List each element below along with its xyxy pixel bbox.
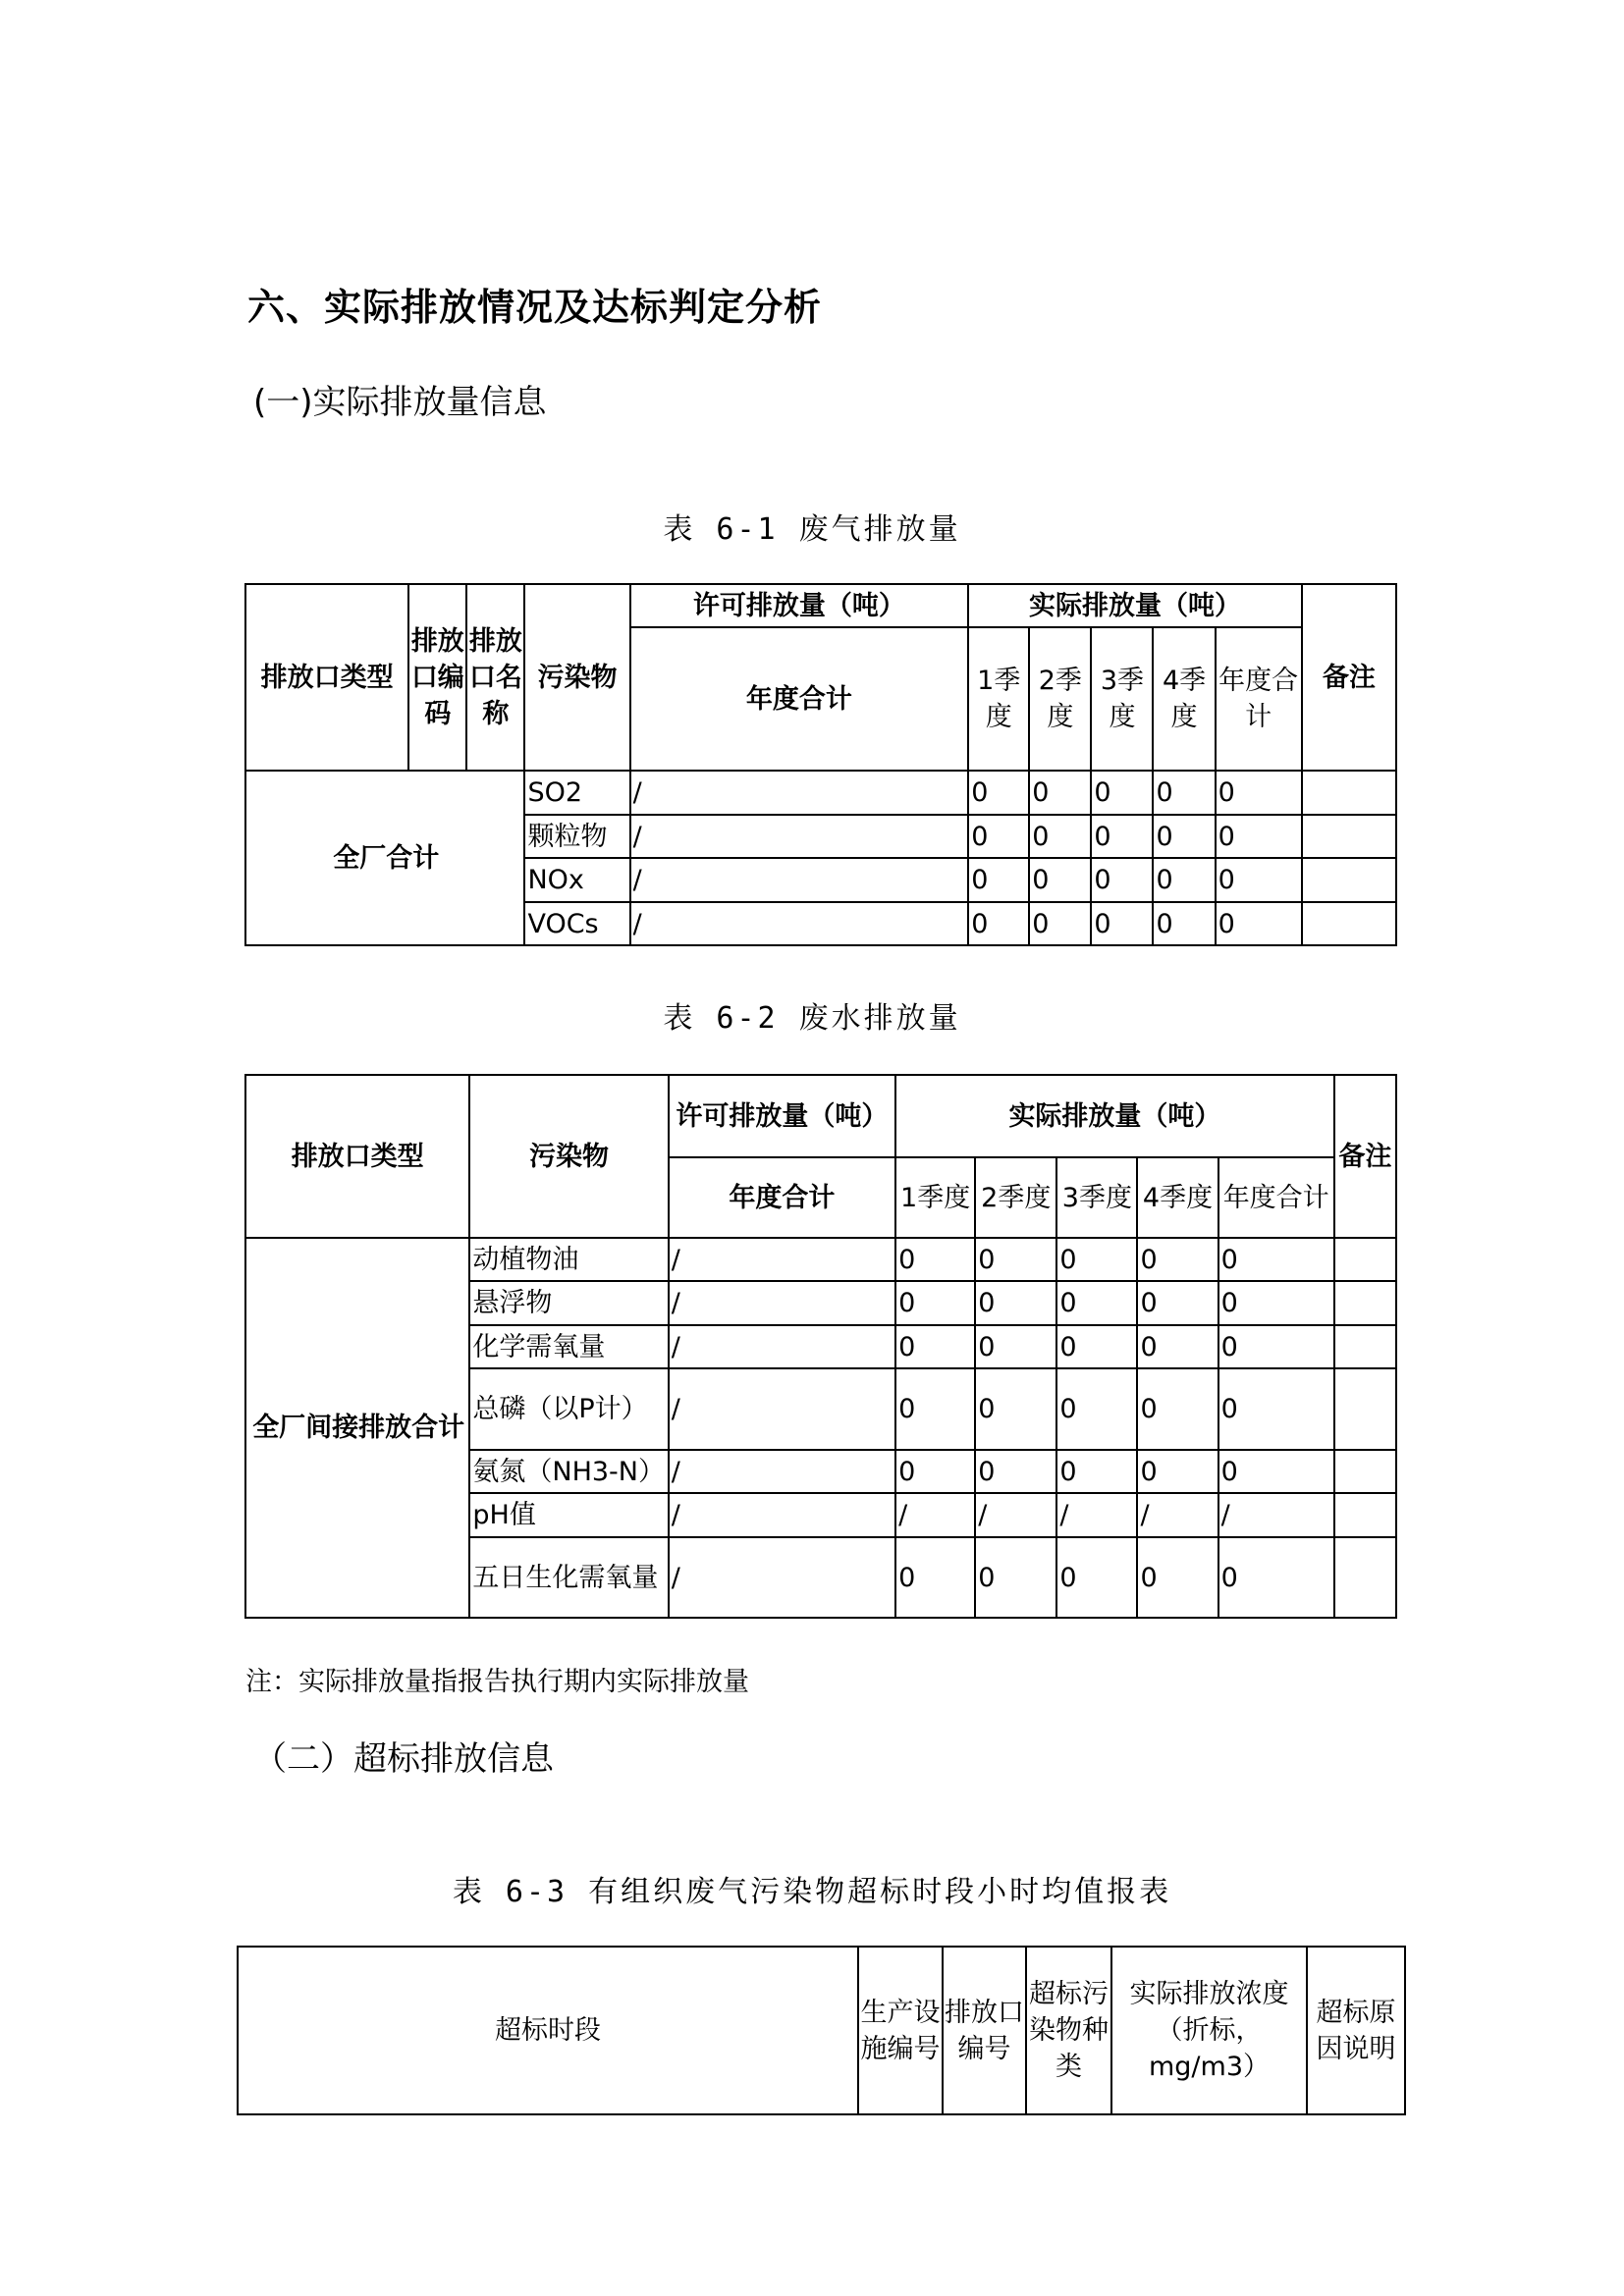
table-cell: 0 (1153, 815, 1215, 858)
table-cell: 五日生化需氧量 (469, 1537, 668, 1618)
t2-group-total: 全厂间接排放合计 (245, 1238, 469, 1618)
table-cell: 0 (1091, 815, 1153, 858)
table-cell: 0 (975, 1238, 1056, 1281)
table-cell: 0 (1218, 1325, 1334, 1368)
table-cell: NOx (524, 858, 629, 902)
table-cell: 0 (1056, 1368, 1137, 1450)
table-cell: VOCs (524, 902, 629, 945)
table-cell: 0 (975, 1281, 1056, 1325)
table-cell: / (1137, 1493, 1218, 1537)
table-cell: 0 (1029, 771, 1091, 815)
t2-header-note: 备注 (1334, 1075, 1396, 1238)
table-cell (1334, 1450, 1396, 1493)
table-cell: 0 (975, 1368, 1056, 1450)
table-cell: 0 (1029, 815, 1091, 858)
t2-header-permit-year-total: 年度合计 (669, 1157, 895, 1238)
table-cell: 0 (1137, 1537, 1218, 1618)
table-cell: / (669, 1450, 895, 1493)
table-cell: / (630, 771, 969, 815)
table-cell (1334, 1537, 1396, 1618)
table-6-3-exceedance (237, 1946, 1406, 2115)
t1-header-outlet-code: 排放口编码 (408, 584, 466, 771)
table-6-2-caption: 表 6-2 废水排放量 (663, 1001, 961, 1036)
table-cell: 氨氮（NH3-N） (469, 1450, 668, 1493)
t1-group-total: 全厂合计 (245, 771, 524, 945)
table-cell: 0 (1091, 858, 1153, 902)
table-6-3-caption: 表 6-3 有组织废气污染物超标时段小时均值报表 (452, 1875, 1172, 1909)
table-cell: / (1056, 1493, 1137, 1537)
table-cell: / (669, 1238, 895, 1281)
table-cell: 0 (975, 1537, 1056, 1618)
table-cell: / (895, 1493, 975, 1537)
table-cell: pH值 (469, 1493, 668, 1537)
table-cell: 0 (1137, 1325, 1218, 1368)
t2-header-year-total: 年度合计 (1218, 1157, 1334, 1238)
table-cell: 悬浮物 (469, 1281, 668, 1325)
table-cell: 0 (895, 1368, 975, 1450)
table-cell: 0 (1029, 858, 1091, 902)
section-title-actual-emissions: (一)实际排放量信息 (253, 383, 547, 422)
table-cell: 0 (968, 815, 1029, 858)
t1-header-q4: 4季度 (1153, 627, 1215, 771)
table-cell: 0 (1091, 771, 1153, 815)
t3-header-facility-code: 生产设施编号 (858, 1947, 943, 2114)
table-cell: 0 (975, 1325, 1056, 1368)
table-cell: 0 (1218, 1238, 1334, 1281)
table-cell: / (669, 1493, 895, 1537)
t1-header-pollutant: 污染物 (524, 584, 629, 771)
table-cell: / (975, 1493, 1056, 1537)
t1-header-q2: 2季度 (1029, 627, 1091, 771)
table-cell: 0 (1153, 902, 1215, 945)
table-cell: 0 (1218, 1537, 1334, 1618)
t2-header-q2: 2季度 (975, 1157, 1056, 1238)
table-cell: 0 (1216, 815, 1302, 858)
table-6-2-wastewater (244, 1074, 1397, 1619)
table-cell (1302, 858, 1396, 902)
t1-header-outlet-name: 排放口名称 (466, 584, 524, 771)
table-cell: / (669, 1537, 895, 1618)
t2-header-q4: 4季度 (1137, 1157, 1218, 1238)
t1-header-q3: 3季度 (1091, 627, 1153, 771)
table-cell: 0 (1056, 1281, 1137, 1325)
t3-header-concentration: 实际排放浓度（折标，mg/m3） (1111, 1947, 1307, 2114)
table-cell: 0 (1216, 858, 1302, 902)
table-cell: SO2 (524, 771, 629, 815)
table-cell: 动植物油 (469, 1238, 668, 1281)
table-cell: 总磷（以P计） (469, 1368, 668, 1450)
table-cell: 0 (1029, 902, 1091, 945)
t3-header-period: 超标时段 (238, 1947, 858, 2114)
table-cell: 0 (968, 858, 1029, 902)
table-cell: 颗粒物 (524, 815, 629, 858)
t1-header-actual: 实际排放量（吨） (968, 584, 1302, 627)
t1-header-permit-year-total: 年度合计 (630, 627, 969, 771)
table-cell: 0 (1091, 902, 1153, 945)
t2-header-actual: 实际排放量（吨） (895, 1075, 1334, 1157)
table-cell: 0 (1153, 858, 1215, 902)
table-cell: 0 (1216, 771, 1302, 815)
table-cell (1302, 902, 1396, 945)
table-cell: 0 (1153, 771, 1215, 815)
table-cell: / (630, 815, 969, 858)
table-cell: 0 (1137, 1238, 1218, 1281)
table-cell: 0 (1137, 1368, 1218, 1450)
table-cell: 化学需氧量 (469, 1325, 668, 1368)
table-cell: 0 (1216, 902, 1302, 945)
t2-header-outlet-type: 排放口类型 (245, 1075, 469, 1238)
table-cell: 0 (895, 1325, 975, 1368)
t3-header-reason: 超标原因说明 (1307, 1947, 1405, 2114)
table-cell: 0 (1137, 1281, 1218, 1325)
table-cell: / (669, 1325, 895, 1368)
table-cell: 0 (975, 1450, 1056, 1493)
table-cell: 0 (968, 902, 1029, 945)
table-cell (1334, 1238, 1396, 1281)
table-6-1-caption: 表 6-1 废气排放量 (663, 512, 961, 547)
t2-header-q3: 3季度 (1056, 1157, 1137, 1238)
table-cell: 0 (1218, 1281, 1334, 1325)
section-title-exceedance: （二）超标排放信息 (253, 1739, 554, 1779)
table-cell: 0 (968, 771, 1029, 815)
t3-header-pollutant-type: 超标污染物种类 (1026, 1947, 1111, 2114)
table-cell: 0 (1218, 1368, 1334, 1450)
t3-header-outlet-code: 排放口编号 (943, 1947, 1026, 2114)
table-cell: 0 (895, 1537, 975, 1618)
table-cell: 0 (1056, 1537, 1137, 1618)
table-cell: 0 (1056, 1325, 1137, 1368)
table-cell (1334, 1281, 1396, 1325)
table-cell: / (669, 1281, 895, 1325)
t2-header-q1: 1季度 (895, 1157, 975, 1238)
table-cell (1334, 1368, 1396, 1450)
table-cell: / (630, 858, 969, 902)
table-cell: / (630, 902, 969, 945)
table-cell (1334, 1493, 1396, 1537)
table-cell: / (669, 1368, 895, 1450)
table-cell: 0 (1218, 1450, 1334, 1493)
table-cell: 0 (895, 1281, 975, 1325)
t2-header-pollutant: 污染物 (469, 1075, 668, 1238)
table-cell: 0 (1056, 1450, 1137, 1493)
table-6-1-exhaust-gas (244, 583, 1397, 946)
table-cell (1302, 815, 1396, 858)
page-heading: 六、实际排放情况及达标判定分析 (247, 286, 823, 329)
table-cell: 0 (895, 1450, 975, 1493)
t2-header-permit: 许可排放量（吨） (669, 1075, 895, 1157)
table-cell: 0 (895, 1238, 975, 1281)
t1-header-year-total: 年度合计 (1216, 627, 1302, 771)
t1-header-q1: 1季度 (968, 627, 1029, 771)
t1-header-outlet-type: 排放口类型 (245, 584, 408, 771)
t1-header-permit: 许可排放量（吨） (630, 584, 969, 627)
table-cell: 0 (1137, 1450, 1218, 1493)
table-cell: / (1218, 1493, 1334, 1537)
t1-header-note: 备注 (1302, 584, 1396, 771)
table-cell (1334, 1325, 1396, 1368)
table-note: 注：实际排放量指报告执行期内实际排放量 (245, 1667, 749, 1697)
table-cell (1302, 771, 1396, 815)
table-cell: 0 (1056, 1238, 1137, 1281)
